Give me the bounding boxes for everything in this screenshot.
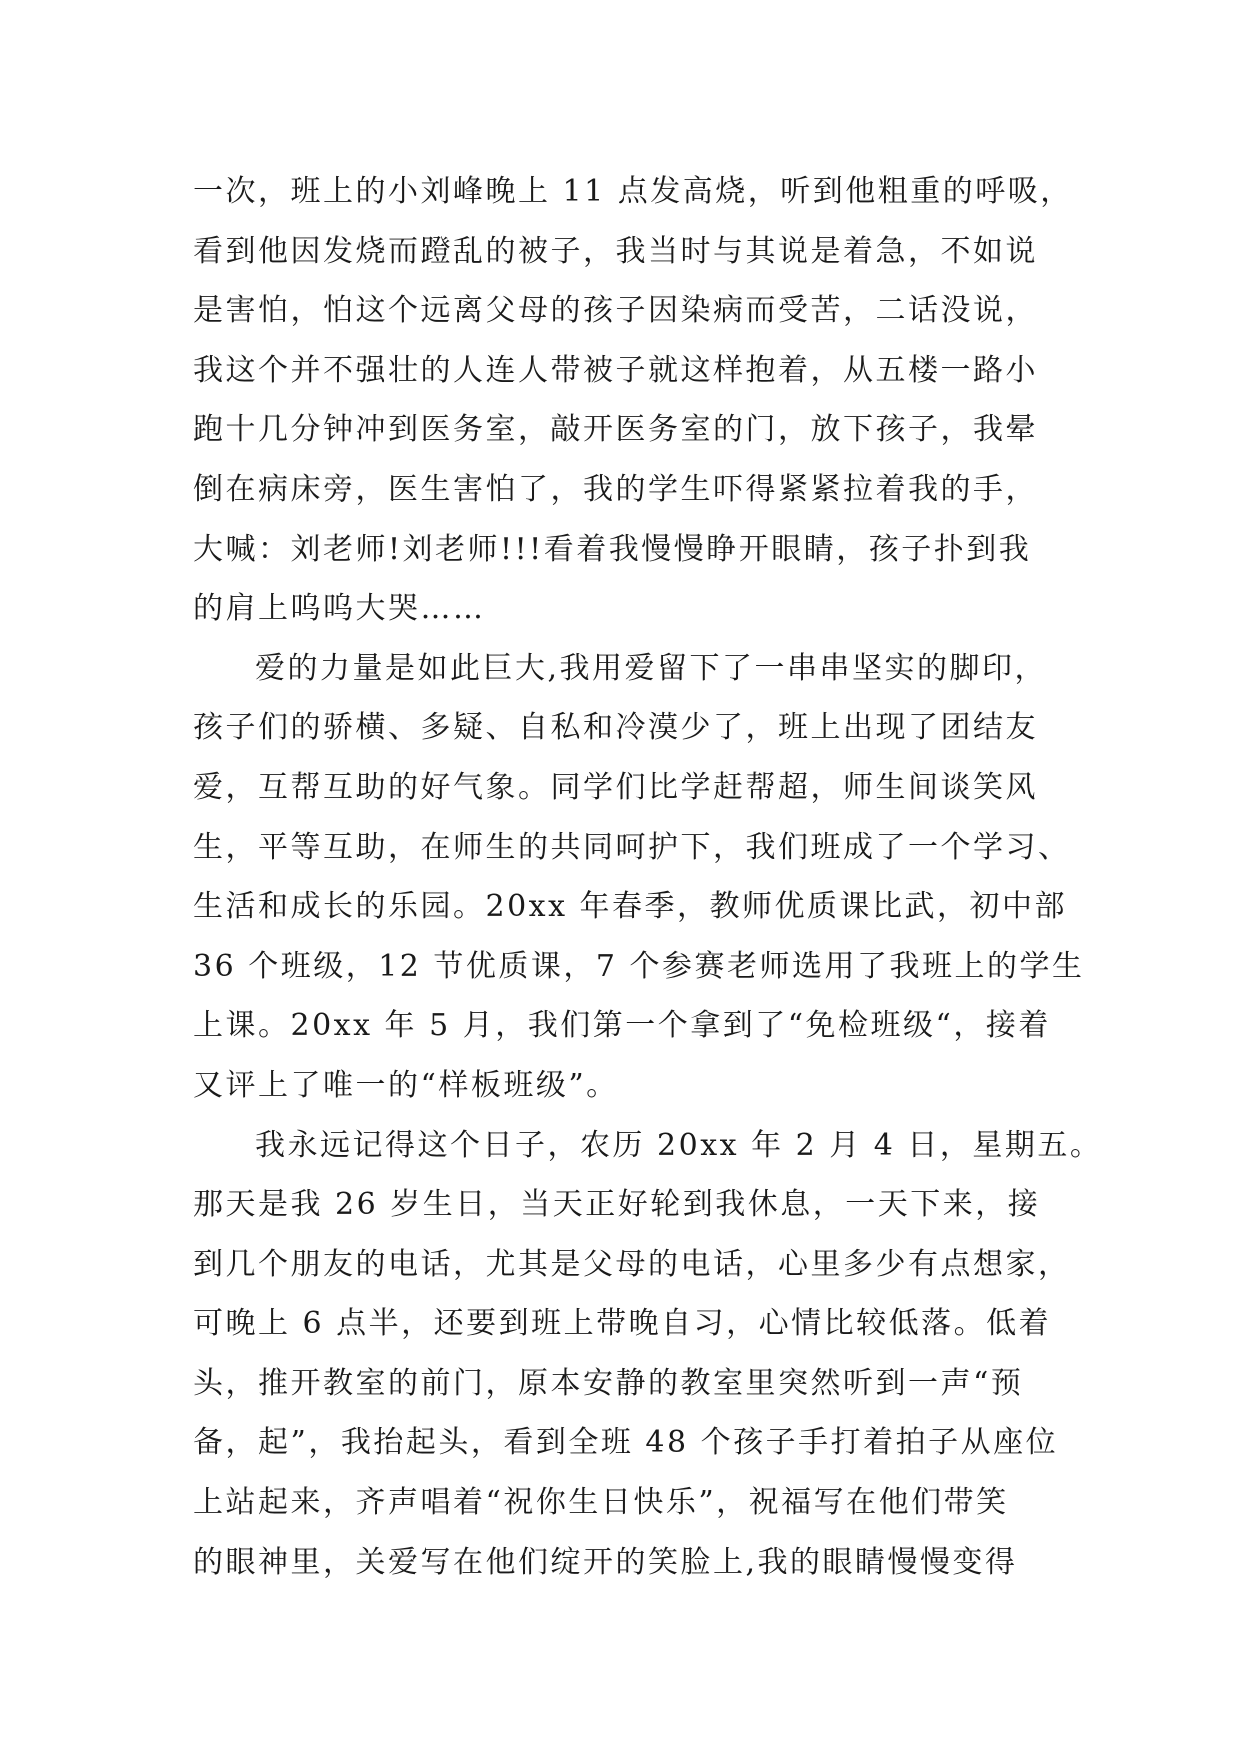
text-line: 爱，互帮互助的好气象。同学们比学赶帮超，师生间谈笑风: [193, 769, 1038, 805]
text-line: 那天是我 26 岁生日，当天正好轮到我休息，一天下来，接: [193, 1187, 1041, 1223]
text-line: 的眼神里，关爱写在他们绽开的笑脸上,我的眼睛慢慢变得: [193, 1544, 1018, 1580]
text-line: 上课。20xx 年 5 月，我们第一个拿到了“免检班级“，接着: [193, 1008, 1051, 1044]
text-line: 我永远记得这个日子，农历 20xx 年 2 月 4 日，星期五。: [255, 1127, 1103, 1163]
text-line: 倒在病床旁，医生害怕了，我的学生吓得紧紧拉着我的手，: [193, 471, 1038, 507]
text-line: 大喊：刘老师!刘老师!!!看着我慢慢睁开眼睛，孩子扑到我: [193, 531, 1032, 567]
text-line: 头，推开教室的前门，原本安静的教室里突然听到一声“预: [193, 1365, 1024, 1401]
paragraph: [193, 162, 1073, 639]
text-line: 的肩上呜呜大哭……: [193, 591, 486, 627]
text-line: 看到他因发烧而蹬乱的被子，我当时与其说是着急，不如说: [193, 233, 1038, 269]
paragraph: [193, 1116, 1103, 1593]
text-line: 生活和成长的乐园。20xx 年春季，教师优质课比武，初中部: [193, 889, 1068, 925]
text-line: 上站起来，齐声唱着“祝你生日快乐”，祝福写在他们带笑: [193, 1485, 1009, 1521]
text-line: 生，平等互助，在师生的共同呵护下，我们班成了一个学习、: [193, 829, 1071, 865]
text-line: 孩子们的骄横、多疑、自私和冷漠少了，班上出现了团结友: [193, 710, 1038, 746]
text-line: 又评上了唯一的“样板班级”。: [193, 1067, 619, 1103]
text-line: 我这个并不强壮的人连人带被子就这样抱着，从五楼一路小: [193, 352, 1038, 388]
text-line: 跑十几分钟冲到医务室，敲开医务室的门，放下孩子，我晕: [193, 412, 1038, 448]
text-line: 是害怕，怕这个远离父母的孩子因染病而受苦，二话没说，: [193, 293, 1038, 329]
text-line: 爱的力量是如此巨大,我用爱留下了一串串坚实的脚印，: [255, 650, 1048, 686]
text-line: 到几个朋友的电话，尤其是父母的电话，心里多少有点想家，: [193, 1246, 1071, 1282]
document-body: [193, 162, 1103, 1592]
text-line: 备，起”，我抬起头，看到全班 48 个孩子手打着拍子从座位: [193, 1425, 1059, 1461]
text-line: 36 个班级，12 节优质课，7 个参赛老师选用了我班上的学生: [193, 948, 1085, 984]
paragraph: [193, 639, 1085, 1116]
text-line: 一次，班上的小刘峰晚上 11 点发高烧，听到他粗重的呼吸，: [193, 174, 1073, 209]
text-line: 可晚上 6 点半，还要到班上带晚自习，心情比较低落。低着: [193, 1306, 1052, 1342]
